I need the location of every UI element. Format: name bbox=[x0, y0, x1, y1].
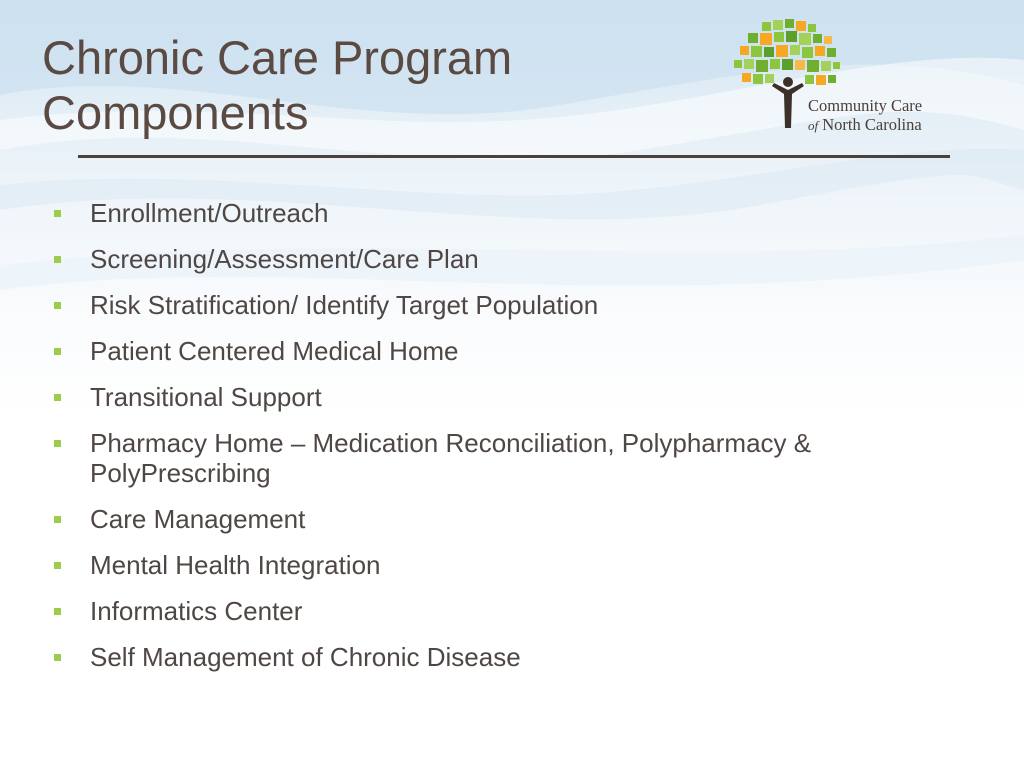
square-bullet-icon bbox=[54, 654, 61, 661]
list-item bbox=[52, 504, 952, 534]
list-item-text: Informatics Center bbox=[90, 596, 303, 626]
list-item bbox=[52, 244, 952, 274]
square-bullet-icon bbox=[54, 440, 61, 447]
list-item-text: Mental Health Integration bbox=[90, 550, 381, 580]
bullet-list bbox=[52, 198, 952, 688]
square-bullet-icon bbox=[54, 608, 61, 615]
slide-title-line-2: Components bbox=[42, 86, 309, 140]
community-care-logo bbox=[728, 16, 958, 136]
slide-title bbox=[42, 30, 662, 141]
square-bullet-icon bbox=[54, 302, 61, 309]
list-item bbox=[52, 290, 952, 320]
list-item bbox=[52, 336, 952, 366]
logo-line-2 bbox=[808, 115, 922, 135]
logo-wordmark bbox=[808, 96, 922, 135]
list-item-text: Screening/Assessment/Care Plan bbox=[90, 244, 479, 274]
square-bullet-icon bbox=[54, 394, 61, 401]
square-bullet-icon bbox=[54, 256, 61, 263]
list-item bbox=[52, 596, 952, 626]
list-item bbox=[52, 198, 952, 228]
title-divider bbox=[78, 155, 950, 158]
list-item-text: Care Management bbox=[90, 504, 306, 534]
slide-title-line-1: Chronic Care Program bbox=[42, 31, 513, 84]
square-bullet-icon bbox=[54, 348, 61, 355]
list-item-text: Patient Centered Medical Home bbox=[90, 336, 459, 366]
list-item-text: Transitional Support bbox=[90, 382, 322, 412]
list-item bbox=[52, 382, 952, 412]
square-bullet-icon bbox=[54, 516, 61, 523]
list-item bbox=[52, 550, 952, 580]
list-item bbox=[52, 642, 952, 672]
logo-line-2-rest: North Carolina bbox=[818, 115, 922, 134]
list-item bbox=[52, 428, 952, 488]
list-item-text: Risk Stratification/ Identify Target Population bbox=[90, 290, 599, 320]
square-bullet-icon bbox=[54, 210, 61, 217]
logo-line-2-prefix: of bbox=[808, 118, 819, 133]
list-item-text: Enrollment/Outreach bbox=[90, 198, 329, 228]
list-item-text: Pharmacy Home – Medication Reconciliation, Polypharmacy & PolyPrescribing bbox=[90, 428, 812, 488]
list-item-text: Self Management of Chronic Disease bbox=[90, 642, 521, 672]
logo-line-1: Community Care bbox=[808, 96, 923, 115]
square-bullet-icon bbox=[54, 562, 61, 569]
